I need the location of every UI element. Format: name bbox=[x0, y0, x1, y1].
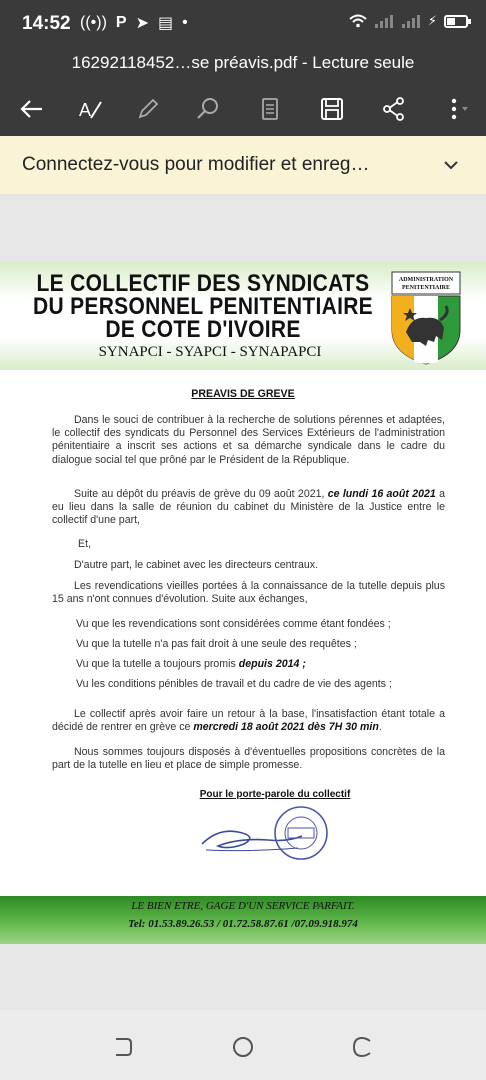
svg-text:A: A bbox=[79, 100, 92, 120]
letterhead-unions: SYNAPCI - SYAPCI - SYNAPAPCI bbox=[98, 344, 322, 360]
hotspot-icon: ((•)) bbox=[80, 14, 107, 31]
emblem-text-1: ADMINISTRATION bbox=[398, 277, 454, 283]
pencil-icon bbox=[135, 96, 161, 122]
home-icon[interactable] bbox=[230, 1034, 256, 1060]
signature-label: Pour le porte-parole du collectif bbox=[199, 789, 351, 800]
more-options-button[interactable] bbox=[442, 93, 472, 125]
status-bar bbox=[0, 0, 486, 46]
wifi-icon bbox=[349, 14, 367, 28]
search-button[interactable] bbox=[192, 93, 224, 125]
consideration-3: Vu que la tutelle a toujours promis depuis 2014 ; bbox=[76, 658, 306, 670]
telegram-icon: ➤ bbox=[135, 15, 149, 32]
letterhead-line-2: DU PERSONNEL PENITENTIAIRE bbox=[33, 293, 373, 320]
save-button[interactable] bbox=[316, 93, 348, 125]
consideration-2: Vu que la tutelle n'a pas fait droit à une seule des requêtes ; bbox=[76, 638, 357, 650]
paragraph-6: Le collectif après avoir faire un retour à la base, l'insatisfaction étant totale a décidé de rentrer en grève ce mercredi 18 août 2021 dès 7H 30 min. bbox=[52, 708, 445, 734]
paragraph-3: Et, bbox=[78, 538, 91, 550]
paragraph-1: Dans le souci de contribuer à la recherche de solutions pérennes et adaptées, le collectif des syndicats du Personnel des Services Extérieurs de l'administration pénitentiaire a inscrit ses actions et sa démarche syndicale dans le cadre du dialogue social tel que prôné par le Président de la République. bbox=[52, 414, 445, 466]
paragraph-7: Nous sommes toujours disposés à d'éventuelles propositions concrètes de la part de la tutelle en lieu et place de simple promesse. bbox=[52, 746, 445, 772]
back-nav-icon[interactable] bbox=[350, 1034, 376, 1060]
share-button[interactable] bbox=[378, 93, 410, 125]
battery-icon bbox=[444, 15, 468, 28]
footer-motto: LE BIEN ETRE, GAGE D'UN SERVICE PARFAIT. bbox=[131, 900, 355, 912]
paragraph-2: Suite au dépôt du préavis de grève du 09 août 2021, ce lundi 16 août 2021 a eu lieu dans la salle de réunion du cabinet du Ministère de la Justice entre le collectif d'une part, bbox=[52, 488, 445, 527]
back-button[interactable] bbox=[16, 93, 48, 125]
parking-app-icon: P bbox=[115, 14, 127, 31]
penitentiary-emblem-icon bbox=[390, 270, 462, 366]
message-icon: ▤ bbox=[158, 15, 174, 32]
banner-text: Connectez-vous pour modifier et enreg… bbox=[22, 154, 370, 175]
dot-icon: • bbox=[182, 14, 188, 31]
letter-title: PREAVIS DE GREVE bbox=[191, 388, 295, 400]
letterhead bbox=[0, 262, 486, 370]
share-icon bbox=[381, 96, 407, 122]
chevron-down-icon[interactable] bbox=[442, 156, 460, 174]
text-pen-icon bbox=[77, 96, 103, 122]
paragraph-5: Les revendications vieilles portées à la connaissance de la tutelle depuis plus 15 ans n'ont connues d'évolution. Suite aux échanges, bbox=[52, 580, 445, 606]
charging-icon: ⚡ bbox=[427, 13, 437, 28]
search-icon bbox=[195, 96, 221, 122]
sign-in-banner[interactable] bbox=[0, 136, 486, 194]
status-time: 14:52 bbox=[22, 13, 71, 34]
signal-icon bbox=[374, 14, 394, 28]
letter-footer bbox=[0, 896, 486, 944]
toolbar bbox=[0, 82, 486, 136]
union-stamp bbox=[272, 804, 330, 862]
recent-apps-icon[interactable] bbox=[110, 1034, 136, 1060]
emblem-text-2: PENITENTIAIRE bbox=[401, 285, 451, 291]
pdf-page bbox=[0, 262, 486, 942]
back-arrow-icon bbox=[19, 96, 45, 122]
document-title: 16292118452…se préavis.pdf - Lecture seule bbox=[0, 46, 486, 82]
view-mode-button[interactable] bbox=[254, 93, 286, 125]
letterhead-line-1: LE COLLECTIF DES SYNDICATS bbox=[36, 270, 370, 297]
draw-button[interactable] bbox=[132, 93, 164, 125]
consideration-1: Vu que les revendications sont considérées comme étant fondées ; bbox=[76, 618, 391, 630]
more-vertical-icon bbox=[444, 96, 470, 122]
letterhead-line-3: DE COTE D'IVOIRE bbox=[105, 316, 301, 343]
save-icon bbox=[319, 96, 345, 122]
read-aloud-button[interactable] bbox=[74, 93, 106, 125]
signal-2-icon bbox=[401, 14, 421, 28]
footer-phones: Tel: 01.53.89.26.53 / 01.72.58.87.61 /07.09.918.974 bbox=[128, 918, 358, 930]
navigation-bar bbox=[0, 1010, 486, 1080]
paragraph-4: D'autre part, le cabinet avec les directeurs centraux. bbox=[74, 559, 319, 571]
consideration-4: Vu les conditions pénibles de travail et du cadre de vie des agents ; bbox=[76, 678, 392, 690]
document-icon bbox=[257, 96, 283, 122]
